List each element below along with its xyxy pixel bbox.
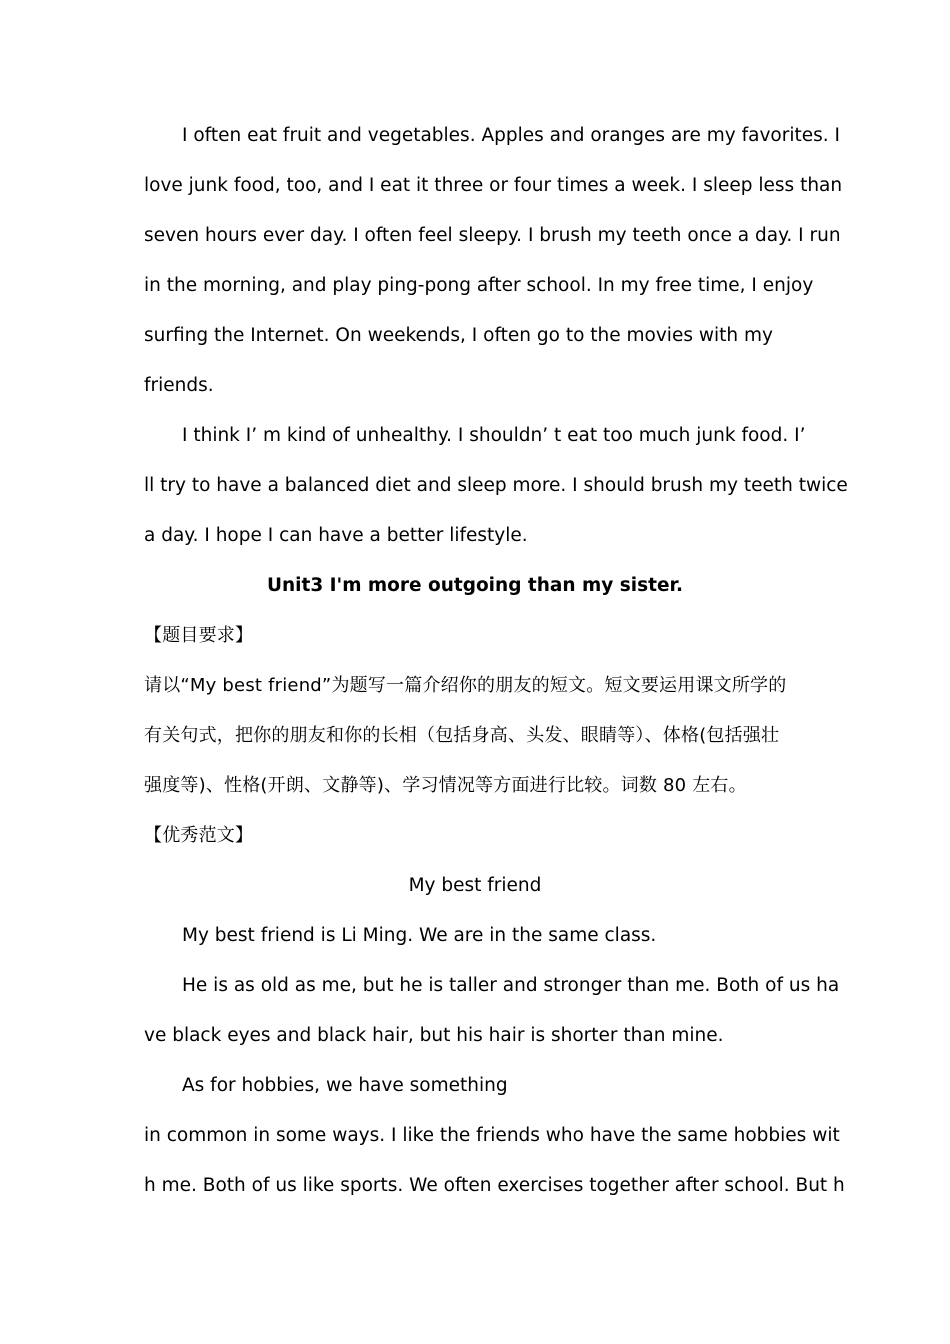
essay-line: in common in some ways. I like the friends who have the same hobbies wit [144,1125,840,1146]
requirement-line: 强度等)、性格(开朗、文静等)、学习情况等方面进行比较。词数 80 左右。 [144,775,747,796]
essay-title: My best friend [408,875,542,896]
paragraph-line: friends. [144,375,214,396]
paragraph-line: ll try to have a balanced diet and sleep more. I should brush my teeth twice [144,475,848,496]
essay-line: He is as old as me, but he is taller and stronger than me. Both of us ha [182,975,840,996]
essay-line: h me. Both of us like sports. We often exercises together after school. But h [144,1175,845,1196]
essay-line: My best friend is Li Ming. We are in the same class. [182,925,657,946]
paragraph-line: I often eat fruit and vegetables. Apples and oranges are my favorites. I [182,125,840,146]
section-heading-sample: 【优秀范文】 [144,825,254,846]
requirement-line: 请以“My best friend”为题写一篇介绍你的朋友的短文。短文要运用课文所学的 [144,675,787,696]
paragraph-line: seven hours ever day. I often feel sleepy. I brush my teeth once a day. I run [144,225,841,246]
paragraph-line: in the morning, and play ping-pong after school. In my free time, I enjoy [144,275,814,296]
paragraph-line: I think I’ m kind of unhealthy. I shouldn’ t eat too much junk food. I’ [182,425,806,446]
essay-line: As for hobbies, we have something [182,1075,508,1096]
section-heading-requirements: 【题目要求】 [144,625,254,646]
paragraph-line: love junk food, too, and I eat it three or four times a week. I sleep less than [144,175,843,196]
requirement-line: 有关句式，把你的朋友和你的长相（包括身高、头发、眼睛等）、体格(包括强壮 [144,725,780,746]
essay-line: ve black eyes and black hair, but his hair is shorter than mine. [144,1025,724,1046]
paragraph-line: surfing the Internet. On weekends, I often go to the movies with my [144,325,773,346]
unit-title: Unit3 I'm more outgoing than my sister. [266,575,684,596]
paragraph-line: a day. I hope I can have a better lifestyle. [144,525,528,546]
